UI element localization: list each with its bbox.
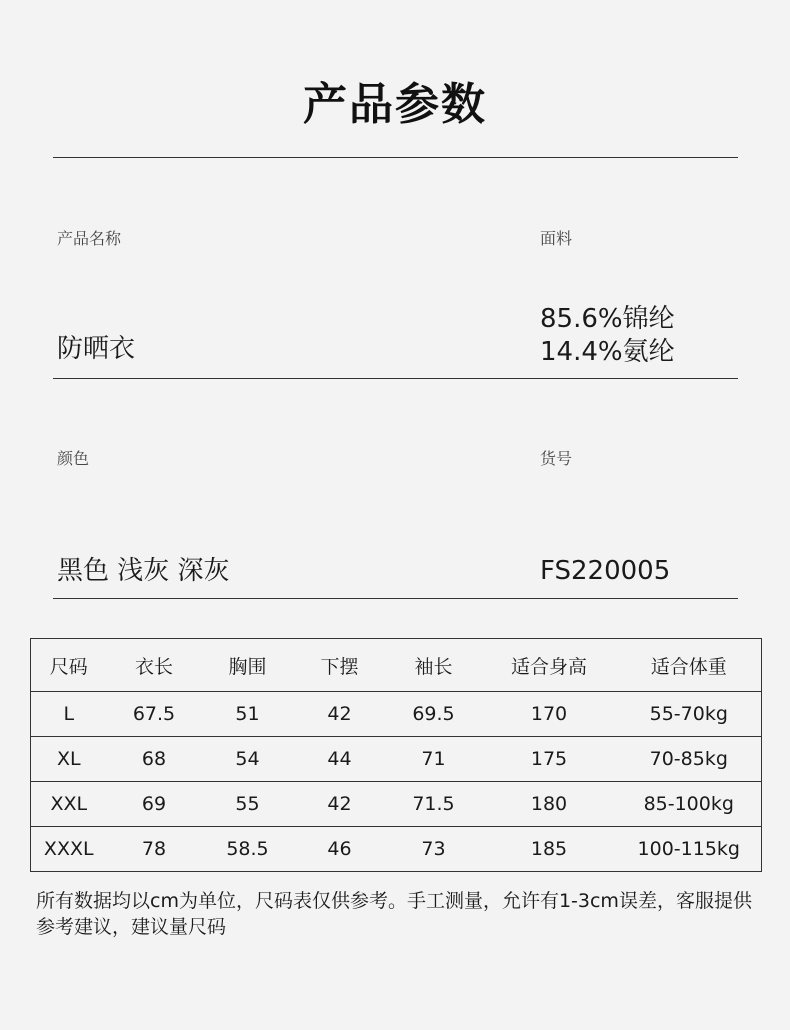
- table-cell: 54: [202, 737, 294, 782]
- table-cell: 69.5: [386, 692, 482, 737]
- header-chest: 胸围: [202, 639, 294, 692]
- header-length: 衣长: [107, 639, 202, 692]
- table-row: [31, 692, 762, 737]
- divider: [53, 598, 738, 599]
- fabric-value-line1: 85.6%锦纶: [540, 304, 675, 334]
- table-cell: 44: [294, 737, 386, 782]
- divider: [53, 157, 738, 158]
- divider: [53, 378, 738, 379]
- table-cell: 55-70kg: [617, 692, 762, 737]
- table-cell: 55: [202, 782, 294, 827]
- table-cell: XXL: [31, 782, 107, 827]
- header-height: 适合身高: [482, 639, 617, 692]
- table-cell: 73: [386, 827, 482, 872]
- sku-value: FS220005: [540, 556, 671, 586]
- table-cell: 100-115kg: [617, 827, 762, 872]
- product-name-value: 防晒衣: [57, 334, 136, 364]
- table-row: [31, 737, 762, 782]
- table-cell: 78: [107, 827, 202, 872]
- table-cell: L: [31, 692, 107, 737]
- table-header-row: [31, 639, 762, 692]
- page-title: 产品参数: [303, 79, 487, 130]
- table-cell: 68: [107, 737, 202, 782]
- fabric-label: 面料: [540, 229, 573, 248]
- table-row: [31, 827, 762, 872]
- header-weight: 适合体重: [617, 639, 762, 692]
- size-table: [30, 638, 762, 872]
- table-cell: 85-100kg: [617, 782, 762, 827]
- table-cell: 67.5: [107, 692, 202, 737]
- table-cell: 70-85kg: [617, 737, 762, 782]
- table-cell: XXXL: [31, 827, 107, 872]
- color-value: 黑色 浅灰 深灰: [57, 556, 230, 586]
- table-row: [31, 782, 762, 827]
- product-name-label: 产品名称: [57, 229, 122, 248]
- table-cell: 71.5: [386, 782, 482, 827]
- sku-label: 货号: [540, 449, 573, 468]
- table-cell: 175: [482, 737, 617, 782]
- table-cell: XL: [31, 737, 107, 782]
- table-cell: 71: [386, 737, 482, 782]
- color-label: 颜色: [57, 449, 90, 468]
- header-size: 尺码: [31, 639, 107, 692]
- header-hem: 下摆: [294, 639, 386, 692]
- header-sleeve: 袖长: [386, 639, 482, 692]
- table-cell: 46: [294, 827, 386, 872]
- table-cell: 185: [482, 827, 617, 872]
- table-cell: 180: [482, 782, 617, 827]
- fabric-value-line2: 14.4%氨纶: [540, 337, 675, 367]
- table-cell: 42: [294, 692, 386, 737]
- table-cell: 42: [294, 782, 386, 827]
- table-cell: 58.5: [202, 827, 294, 872]
- measurement-note: 所有数据均以cm为单位，尺码表仅供参考。手工测量，允许有1-3cm误差，客服提供参考建议，建议量尺码: [36, 890, 752, 938]
- table-cell: 51: [202, 692, 294, 737]
- table-cell: 69: [107, 782, 202, 827]
- table-cell: 170: [482, 692, 617, 737]
